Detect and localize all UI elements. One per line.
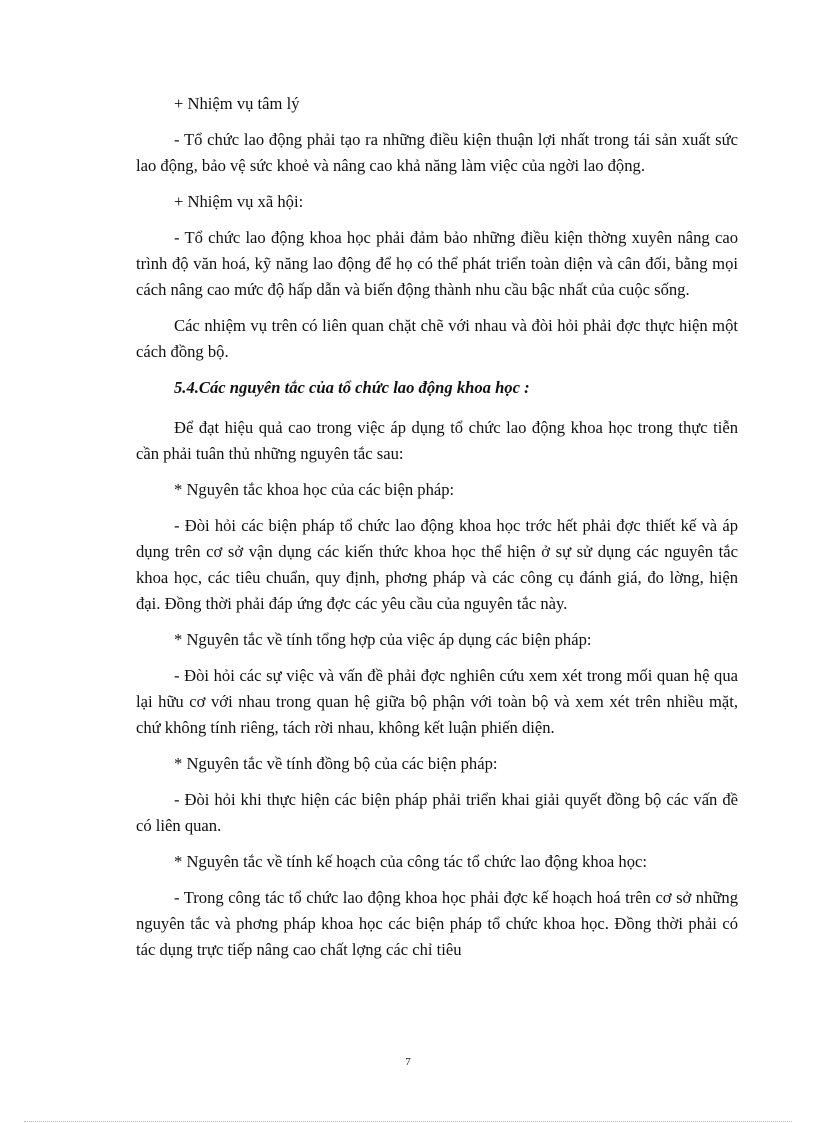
principle-synchronous-title: * Nguyên tắc về tính đồng bộ của các biện pháp: — [174, 754, 498, 773]
principle-comprehensive-title: * Nguyên tắc về tính tổng hợp của việc áp dụng các biện pháp: — [174, 630, 592, 649]
principle-planning-title: * Nguyên tắc về tính kế hoạch của công tác tổ chức lao động khoa học: — [174, 852, 647, 871]
paragraph-psychological-task: - Tổ chức lao động phải tạo ra những điều kiện thuận lợi nhất trong tái sản xuất sức lao động, bảo vệ sức khoẻ và nâng cao khả năng làm việc của ngời lao động. — [136, 130, 738, 175]
page-bottom-divider — [24, 1121, 792, 1122]
subheading-psychological-task: + Nhiệm vụ tâm lý — [174, 94, 300, 113]
principle-scientific-text: - Đòi hỏi các biện pháp tổ chức lao động khoa học trớc hết phải đợc thiết kế và áp dụng trên cơ sở vận dụng các kiến thức khoa học thể hiện ở sự sử dụng các nguyên tắc khoa học, các tiêu chuẩn, quy định, phơng pháp và các công cụ đánh giá, đo lờng, hiện đại. Đồng thời phải đáp ứng đợc các yêu cầu của nguyên tắc này. — [136, 516, 738, 613]
principle-comprehensive-text: - Đòi hỏi các sự việc và vấn đề phải đợc nghiên cứu xem xét trong mối quan hệ qua lại hữu cơ với nhau trong quan hệ giữa bộ phận với toàn bộ và xem xét trên nhiều mặt, chứ không tính riêng, tách rời nhau, không kết luận phiến diện. — [136, 666, 738, 737]
page-number: 7 — [405, 1056, 411, 1068]
paragraph-principles-intro: Để đạt hiệu quả cao trong việc áp dụng tổ chức lao động khoa học trong thực tiễn cần phải tuân thủ những nguyên tắc sau: — [136, 418, 738, 463]
principle-planning-text: - Trong công tác tổ chức lao động khoa học phải đợc kế hoạch hoá trên cơ sở những nguyên tắc và phơng pháp khoa học các biện pháp tổ chức khoa học. Đồng thời phải có tác dụng trực tiếp nâng cao chất lợng các chỉ tiêu — [136, 888, 738, 959]
document-body — [136, 91, 738, 973]
paragraph-social-task: - Tổ chức lao động khoa học phải đảm bảo những điều kiện thờng xuyên nâng cao trình độ văn hoá, kỹ năng lao động để họ có thể phát triển toàn diện và cân đối, bằng mọi cách nâng cao mức độ hấp dẫn và biến động thành nhu cầu bậc nhất của cuộc sống. — [136, 228, 738, 299]
subheading-social-task: + Nhiệm vụ xã hội: — [174, 192, 304, 211]
paragraph-tasks-summary: Các nhiệm vụ trên có liên quan chặt chẽ với nhau và đòi hỏi phải đợc thực hiện một cách đồng bộ. — [136, 316, 738, 361]
principle-scientific-title: * Nguyên tắc khoa học của các biện pháp: — [174, 480, 455, 499]
section-heading-principles: 5.4.Các nguyên tắc của tổ chức lao động khoa học : — [174, 378, 530, 397]
principle-synchronous-text: - Đòi hỏi khi thực hiện các biện pháp phải triển khai giải quyết đồng bộ các vấn đề có liên quan. — [136, 790, 738, 835]
